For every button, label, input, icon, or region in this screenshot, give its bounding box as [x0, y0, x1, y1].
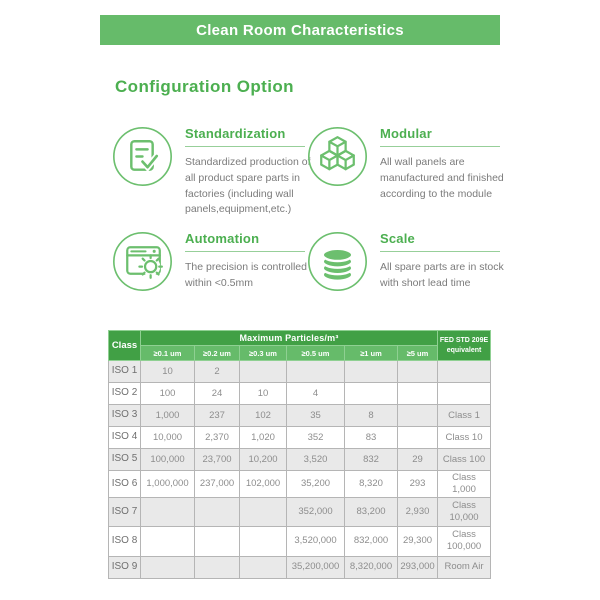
particle-value-cell: 29,300	[398, 526, 438, 556]
feature-title: Modular	[380, 126, 500, 147]
fed-equivalent-cell: Class 100,000	[438, 526, 491, 556]
class-cell: ISO 6	[109, 471, 141, 498]
particle-value-cell: 10	[141, 361, 195, 383]
particle-value-cell: 29	[398, 449, 438, 471]
window-gear-icon	[112, 231, 173, 292]
table-row	[109, 361, 491, 383]
particle-value-cell: 83,200	[345, 497, 398, 526]
feature-standardization	[112, 126, 321, 218]
particle-value-cell: 2	[195, 361, 240, 383]
size-column-header: ≥1 um	[345, 346, 398, 361]
class-cell: ISO 7	[109, 497, 141, 526]
particle-value-cell: 293	[398, 471, 438, 498]
document-check-icon	[112, 126, 173, 187]
particle-value-cell: 100,000	[141, 449, 195, 471]
particle-value-cell	[345, 383, 398, 405]
particle-value-cell: 352,000	[287, 497, 345, 526]
section-title: Configuration Option	[115, 77, 294, 96]
feature-scale	[307, 231, 516, 292]
fed-std-header: FED STD 209E equivalent	[438, 331, 491, 361]
particles-header: Maximum Particles/m³	[141, 331, 438, 346]
particle-value-cell: 10,200	[240, 449, 287, 471]
iso-table-body	[109, 361, 491, 579]
particle-value-cell: 102	[240, 405, 287, 427]
particle-value-cell: 4	[287, 383, 345, 405]
particle-value-cell	[195, 526, 240, 556]
particle-value-cell: 35,200	[287, 471, 345, 498]
particle-value-cell	[240, 361, 287, 383]
particle-value-cell: 24	[195, 383, 240, 405]
fed-equivalent-cell: Class 1	[438, 405, 491, 427]
particle-value-cell	[141, 497, 195, 526]
particle-value-cell	[195, 497, 240, 526]
fed-equivalent-cell: Class 10,000	[438, 497, 491, 526]
size-column-header: ≥0.3 um	[240, 346, 287, 361]
particle-value-cell	[287, 361, 345, 383]
class-cell: ISO 4	[109, 427, 141, 449]
class-cell: ISO 3	[109, 405, 141, 427]
particle-value-cell: 8,320,000	[345, 556, 398, 578]
particle-value-cell	[398, 383, 438, 405]
feature-description: Standardized production of all product spare parts in factories (including wall panels,equipment,etc.)	[185, 156, 311, 216]
fed-equivalent-cell	[438, 383, 491, 405]
database-stack-icon	[307, 231, 368, 292]
particle-value-cell: 293,000	[398, 556, 438, 578]
particle-value-cell	[240, 497, 287, 526]
particle-value-cell	[141, 526, 195, 556]
table-row	[109, 449, 491, 471]
particle-value-cell: 237,000	[195, 471, 240, 498]
particle-value-cell	[398, 361, 438, 383]
table-row	[109, 526, 491, 556]
feature-automation	[112, 231, 321, 292]
particle-value-cell: 832,000	[345, 526, 398, 556]
table-row	[109, 471, 491, 498]
particle-value-cell: 3,520,000	[287, 526, 345, 556]
particle-value-cell: 102,000	[240, 471, 287, 498]
size-column-header: ≥0.1 um	[141, 346, 195, 361]
particle-value-cell: 10	[240, 383, 287, 405]
feature-description: The precision is controlled within <0.5mm	[185, 261, 307, 289]
particle-value-cell	[195, 556, 240, 578]
fed-equivalent-cell: Room Air	[438, 556, 491, 578]
cubes-icon	[307, 126, 368, 187]
particle-value-cell: 2,370	[195, 427, 240, 449]
particle-value-cell: 35	[287, 405, 345, 427]
particle-value-cell: 8	[345, 405, 398, 427]
particle-value-cell: 83	[345, 427, 398, 449]
particle-value-cell: 832	[345, 449, 398, 471]
fed-equivalent-cell: Class 10	[438, 427, 491, 449]
particle-value-cell	[398, 427, 438, 449]
class-cell: ISO 9	[109, 556, 141, 578]
table-row	[109, 497, 491, 526]
particle-value-cell: 1,020	[240, 427, 287, 449]
particle-value-cell	[141, 556, 195, 578]
feature-title: Standardization	[185, 126, 305, 147]
class-cell: ISO 2	[109, 383, 141, 405]
table-row	[109, 427, 491, 449]
particle-value-cell: 1,000	[141, 405, 195, 427]
feature-description: All wall panels are manufactured and finished according to the module	[380, 156, 504, 200]
particle-value-cell	[240, 556, 287, 578]
fed-equivalent-cell: Class 100	[438, 449, 491, 471]
particle-value-cell: 352	[287, 427, 345, 449]
particle-value-cell: 10,000	[141, 427, 195, 449]
page-banner	[100, 15, 500, 45]
particle-value-cell: 23,700	[195, 449, 240, 471]
fed-equivalent-cell	[438, 361, 491, 383]
particle-value-cell: 2,930	[398, 497, 438, 526]
particle-value-cell	[398, 405, 438, 427]
banner-title: Clean Room Characteristics	[196, 21, 404, 39]
class-column-header: Class	[109, 331, 141, 361]
class-cell: ISO 5	[109, 449, 141, 471]
table-row	[109, 383, 491, 405]
table-row	[109, 556, 491, 578]
cleanroom-class-table	[108, 330, 491, 579]
feature-title: Automation	[185, 231, 305, 252]
table-row	[109, 405, 491, 427]
class-cell: ISO 8	[109, 526, 141, 556]
particle-value-cell: 237	[195, 405, 240, 427]
particle-value-cell: 100	[141, 383, 195, 405]
size-column-header: ≥0.2 um	[195, 346, 240, 361]
class-cell: ISO 1	[109, 361, 141, 383]
particle-value-cell: 35,200,000	[287, 556, 345, 578]
size-column-header: ≥5 um	[398, 346, 438, 361]
size-column-header: ≥0.5 um	[287, 346, 345, 361]
particle-value-cell: 1,000,000	[141, 471, 195, 498]
particle-value-cell: 3,520	[287, 449, 345, 471]
particle-value-cell	[345, 361, 398, 383]
feature-description: All spare parts are in stock with short lead time	[380, 261, 504, 289]
feature-modular	[307, 126, 516, 202]
particle-value-cell: 8,320	[345, 471, 398, 498]
feature-title: Scale	[380, 231, 500, 252]
particle-value-cell	[240, 526, 287, 556]
fed-equivalent-cell: Class 1,000	[438, 471, 491, 498]
